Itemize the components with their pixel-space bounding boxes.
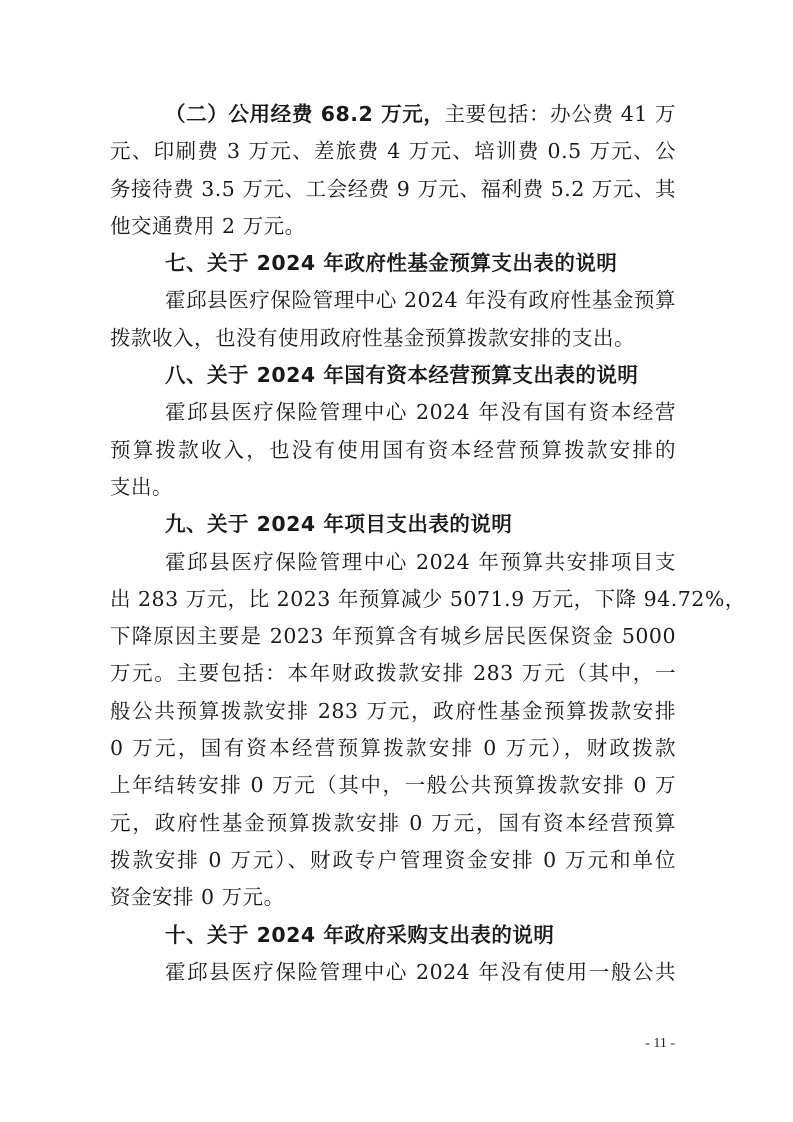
- paragraph-line: 霍邱县医疗保险管理中心 2024 年没有政府性基金预算: [165, 288, 676, 313]
- section9-heading: 九、关于 2024 年项目支出表的说明: [165, 512, 513, 537]
- paragraph-line: 上年结转安排 0 万元（其中，一般公共预算拨款安排 0 万: [110, 773, 676, 798]
- paragraph-line: 霍邱县医疗保险管理中心 2024 年预算共安排项目支: [165, 549, 676, 574]
- paragraph-line: 霍邱县医疗保险管理中心 2024 年没有使用一般公共: [165, 959, 676, 984]
- paragraph-line: 下降原因主要是 2023 年预算含有城乡居民医保资金 5000: [110, 624, 676, 649]
- paragraph-line: 支出。: [110, 474, 173, 499]
- paragraph-line: 般公共预算拨款安排 283 万元，政府性基金预算拨款安排: [110, 698, 676, 723]
- paragraph-line: 拨款收入，也没有使用政府性基金预算拨款安排的支出。: [110, 325, 635, 350]
- section2-line1-rest: 主要包括：办公费 41 万: [444, 102, 676, 126]
- section2-bold-lead: （二）公用经费 68.2 万元，: [165, 102, 445, 126]
- section10-heading: 十、关于 2024 年政府采购支出表的说明: [165, 922, 555, 947]
- paragraph-line: 0 万元，国有资本经营预算拨款安排 0 万元），财政拨款: [110, 736, 676, 761]
- section7-heading: 七、关于 2024 年政府性基金预算支出表的说明: [165, 251, 618, 276]
- paragraph-line: 出 283 万元，比 2023 年预算减少 5071.9 万元，下降 94.72%，: [110, 586, 746, 611]
- paragraph-line: 元、印刷费 3 万元、差旅费 4 万元、培训费 0.5 万元、公: [110, 139, 676, 164]
- paragraph-line: 元，政府性基金预算拨款安排 0 万元，国有资本经营预算: [110, 810, 676, 835]
- section2-line-1: [110, 100, 676, 137]
- paragraph-line: 他交通费用 2 万元。: [110, 213, 306, 238]
- document-body: [110, 100, 746, 995]
- paragraph-line: 资金安排 0 万元。: [110, 885, 285, 910]
- paragraph-line: 万元。主要包括：本年财政拨款安排 283 万元（其中，一: [110, 661, 676, 686]
- paragraph-line: 拨款安排 0 万元）、财政专户管理资金安排 0 万元和单位: [110, 847, 676, 872]
- page-number: - 11 -: [645, 1036, 675, 1051]
- paragraph-line: 务接待费 3.5 万元、工会经费 9 万元、福利费 5.2 万元、其: [110, 176, 676, 201]
- paragraph-line: 霍邱县医疗保险管理中心 2024 年没有国有资本经营: [165, 400, 676, 425]
- paragraph-line: 预算拨款收入，也没有使用国有资本经营预算拨款安排的: [110, 437, 676, 462]
- section8-heading: 八、关于 2024 年国有资本经营预算支出表的说明: [165, 363, 639, 388]
